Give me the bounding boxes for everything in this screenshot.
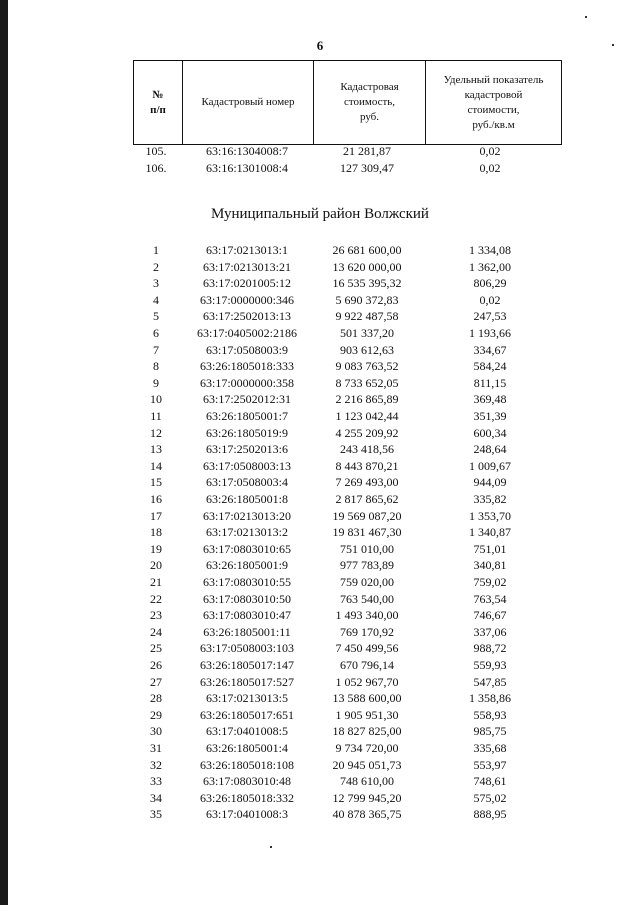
cadastral-number: 63:17:0213013:5: [205, 691, 288, 706]
cadastral-cost: 1 493 340,00: [335, 608, 399, 623]
cadastral-cost: 21 281,87: [343, 144, 391, 158]
table-row: [0, 524, 640, 540]
row-number: 12: [150, 425, 162, 440]
table-row: [0, 707, 640, 723]
table-row: [0, 308, 640, 324]
cadastral-cost: 2 216 865,89: [335, 392, 399, 407]
specific-indicator: 553,97: [473, 757, 507, 772]
row-number: 19: [150, 541, 162, 556]
cadastral-cost: 12 799 945,20: [332, 790, 402, 805]
cadastral-number: 63:26:1805001:8: [205, 492, 288, 506]
cadastral-number: 63:17:0000000:358: [199, 375, 294, 390]
cadastral-number: 63:17:0508003:4: [205, 475, 288, 490]
cadastral-number: 63:17:0401008:3: [205, 807, 288, 822]
row-number: 26: [150, 658, 162, 672]
row-number: 14: [150, 458, 162, 473]
specific-indicator: 1 009,67: [469, 458, 511, 473]
cadastral-number: 63:17:0803010:65: [202, 541, 291, 556]
row-number: 35: [150, 807, 162, 822]
header-cadastral-cost: Кадастровая стоимость, руб.: [314, 61, 426, 145]
cadastral-cost: 2 817 865,62: [335, 492, 399, 506]
cadastral-number: 63:17:0213013:21: [202, 259, 291, 274]
cadastral-cost: 1 123 042,44: [335, 409, 399, 423]
cadastral-cost: 18 827 825,00: [332, 724, 402, 739]
cadastral-number: 63:26:1805017:527: [199, 674, 294, 689]
cadastral-number: 63:17:2502013:13: [202, 309, 291, 324]
row-number: 29: [150, 707, 162, 722]
table-row: [0, 325, 640, 341]
row-number: 16: [150, 492, 162, 506]
specific-indicator: 759,02: [473, 575, 507, 589]
table-row: [0, 790, 640, 806]
header-number: № п/п: [134, 61, 183, 145]
cadastral-number: 63:26:1805017:147: [199, 658, 294, 672]
table-row: [0, 723, 640, 739]
specific-indicator: 558,93: [473, 707, 507, 722]
specific-indicator: 1 353,70: [469, 508, 511, 523]
table-row: [0, 674, 640, 690]
row-number: 13: [150, 442, 162, 457]
specific-indicator: 248,64: [473, 442, 507, 457]
cadastral-cost: 751 010,00: [340, 541, 394, 556]
cadastral-number: 63:26:1805001:4: [205, 741, 288, 755]
specific-indicator: 988,72: [473, 641, 507, 656]
cadastral-number: 63:17:0508003:13: [202, 458, 291, 473]
table-row: [0, 574, 640, 590]
header-specific-indicator: Удельный показатель кадастровой стоимости, руб./кв.м: [426, 61, 562, 145]
row-number: 8: [153, 359, 159, 374]
table-row: [0, 275, 640, 291]
cadastral-cost: 127 309,47: [340, 160, 394, 175]
table-row: [0, 757, 640, 773]
cadastral-cost: 40 878 365,75: [332, 807, 402, 822]
table-row: [0, 143, 640, 159]
cadastral-number: 63:16:1301008:4: [205, 160, 288, 175]
table-header: [133, 60, 562, 145]
row-number: 27: [150, 674, 162, 689]
cadastral-cost: 20 945 051,73: [332, 757, 402, 772]
row-number: 18: [150, 525, 162, 540]
specific-indicator: 985,75: [473, 724, 507, 739]
row-number: 34: [150, 790, 162, 805]
cadastral-number: 63:17:0803010:50: [202, 591, 291, 606]
table-row: [0, 557, 640, 573]
row-number: 1: [153, 243, 159, 257]
scan-speck: [585, 16, 587, 18]
scan-speck: [270, 846, 272, 848]
cadastral-cost: 13 588 600,00: [332, 691, 402, 706]
specific-indicator: 334,67: [473, 342, 507, 357]
table-row: [0, 242, 640, 258]
row-number: 31: [150, 741, 162, 755]
cadastral-cost: 5 690 372,83: [335, 292, 399, 307]
table-row: [0, 458, 640, 474]
cadastral-cost: 19 569 087,20: [332, 508, 402, 523]
cadastral-number: 63:17:0213013:1: [205, 243, 288, 257]
table-row: [0, 292, 640, 308]
cadastral-cost: 4 255 209,92: [335, 425, 399, 440]
specific-indicator: 1 362,00: [469, 259, 511, 274]
specific-indicator: 748,61: [473, 774, 507, 789]
row-number: 5: [153, 309, 159, 324]
cadastral-number: 63:17:0803010:48: [202, 774, 291, 789]
table-row: [0, 640, 640, 656]
row-number: 30: [150, 724, 162, 739]
cadastral-cost: 903 612,63: [340, 342, 394, 357]
row-number: 3: [153, 276, 159, 291]
cadastral-number: 63:26:1805001:11: [203, 624, 291, 639]
cadastral-number: 63:17:0213013:2: [205, 525, 288, 540]
specific-indicator: 351,39: [473, 409, 507, 423]
row-number: 4: [153, 292, 159, 307]
cadastral-number: 63:17:0508003:9: [205, 342, 288, 357]
cadastral-cost: 13 620 000,00: [332, 259, 402, 274]
cadastral-number: 63:17:0405002:2186: [196, 326, 297, 340]
specific-indicator: 335,82: [473, 492, 507, 506]
specific-indicator: 763,54: [473, 591, 507, 606]
row-number: 25: [150, 641, 162, 656]
cadastral-cost: 7 269 493,00: [335, 475, 399, 490]
cadastral-number: 63:26:1805018:333: [199, 359, 294, 374]
row-number: 24: [150, 624, 162, 639]
cadastral-number: 63:17:0401008:5: [205, 724, 288, 739]
cadastral-cost: 763 540,00: [340, 591, 394, 606]
cadastral-number: 63:17:0803010:47: [202, 608, 291, 623]
page-number: 6: [316, 38, 324, 53]
table-row: [0, 773, 640, 789]
cadastral-cost: 670 796,14: [340, 658, 394, 672]
specific-indicator: 1 340,87: [469, 525, 511, 540]
cadastral-cost: 9 922 487,58: [335, 309, 399, 324]
cadastral-number: 63:16:1304008:7: [205, 144, 288, 158]
row-number: 22: [150, 591, 162, 606]
cadastral-cost: 16 535 395,32: [332, 276, 402, 291]
specific-indicator: 600,34: [473, 425, 507, 440]
cadastral-cost: 769 170,92: [340, 624, 394, 639]
specific-indicator: 751,01: [473, 541, 507, 556]
table-row: [0, 690, 640, 706]
table-row: [0, 358, 640, 374]
table-row: [0, 391, 640, 407]
table-row: [0, 607, 640, 623]
specific-indicator: 0,02: [479, 160, 501, 175]
table-row: [0, 441, 640, 457]
cadastral-number: 63:26:1805001:7: [205, 409, 288, 423]
cadastral-cost: 26 681 600,00: [332, 243, 402, 257]
row-number: 32: [150, 757, 162, 772]
specific-indicator: 888,95: [473, 807, 507, 822]
row-number: 28: [150, 691, 162, 706]
cadastral-cost: 9 734 720,00: [335, 741, 399, 755]
row-number: 21: [150, 575, 162, 589]
cadastral-cost: 501 337,20: [340, 326, 394, 340]
table-row: [0, 657, 640, 673]
cadastral-cost: 759 020,00: [340, 575, 394, 589]
specific-indicator: 340,81: [473, 558, 507, 573]
row-number: 9: [153, 375, 159, 390]
row-number: 15: [150, 475, 162, 490]
cadastral-cost: 19 831 467,30: [332, 525, 402, 540]
specific-indicator: 575,02: [473, 790, 507, 805]
section-title: Муниципальный район Волжский: [211, 206, 429, 222]
specific-indicator: 335,68: [473, 741, 507, 755]
cadastral-number: 63:26:1805018:332: [199, 790, 294, 805]
cadastral-cost: 1 052 967,70: [335, 674, 399, 689]
table-row: [0, 806, 640, 822]
specific-indicator: 806,29: [473, 276, 507, 291]
table-row: [0, 541, 640, 557]
row-number: 20: [150, 558, 162, 573]
cadastral-number: 63:17:0508003:103: [199, 641, 294, 656]
specific-indicator: 944,09: [473, 475, 507, 490]
table-row: [0, 591, 640, 607]
specific-indicator: 559,93: [473, 658, 507, 672]
cadastral-cost: 8 443 870,21: [335, 458, 399, 473]
table-row: [0, 375, 640, 391]
cadastral-number: 63:17:0000000:346: [199, 292, 294, 307]
row-number: 2: [153, 259, 159, 274]
row-number: 33: [150, 774, 162, 789]
specific-indicator: 0,02: [479, 292, 501, 307]
row-number: 7: [153, 342, 159, 357]
row-number: 17: [150, 508, 162, 523]
cadastral-cost: 748 610,00: [340, 774, 394, 789]
header-cadastral-number: Кадастровый номер: [183, 61, 314, 145]
specific-indicator: 547,85: [473, 674, 507, 689]
table-row: [0, 160, 640, 176]
cadastral-cost: 9 083 763,52: [335, 359, 399, 374]
table-row: [0, 259, 640, 275]
specific-indicator: 1 193,66: [469, 326, 511, 340]
row-number: 10: [150, 392, 162, 407]
cadastral-number: 63:26:1805018:108: [199, 757, 294, 772]
table-row: [0, 425, 640, 441]
cadastral-number: 63:17:0201005:12: [202, 276, 291, 291]
row-number: 6: [153, 326, 159, 340]
table-row: [0, 408, 640, 424]
specific-indicator: 1 358,86: [469, 691, 511, 706]
cadastral-number: 63:17:0803010:55: [202, 575, 291, 589]
cadastral-number: 63:26:1805019:9: [205, 425, 288, 440]
cadastral-cost: 7 450 499,56: [335, 641, 399, 656]
cadastral-number: 63:26:1805001:9: [205, 558, 288, 573]
table-row: [0, 508, 640, 524]
row-number: 11: [150, 409, 162, 423]
cadastral-number: 63:17:0213013:20: [202, 508, 291, 523]
cadastral-number: 63:26:1805017:651: [199, 707, 294, 722]
specific-indicator: 0,02: [479, 144, 501, 158]
row-number: 23: [150, 608, 162, 623]
table-row: [0, 342, 640, 358]
cadastral-number: 63:17:2502012:31: [202, 392, 291, 407]
specific-indicator: 746,67: [473, 608, 507, 623]
specific-indicator: 247,53: [473, 309, 507, 324]
specific-indicator: 369,48: [473, 392, 507, 407]
row-number: 106.: [145, 160, 167, 175]
table-row: [0, 491, 640, 507]
cadastral-cost: 977 783,89: [340, 558, 394, 573]
row-number: 105.: [145, 144, 167, 158]
specific-indicator: 811,15: [473, 375, 507, 390]
table-row: [0, 624, 640, 640]
table-row: [0, 740, 640, 756]
specific-indicator: 584,24: [473, 359, 507, 374]
cadastral-cost: 243 418,56: [340, 442, 394, 457]
cadastral-cost: 8 733 652,05: [335, 375, 399, 390]
specific-indicator: 337,06: [473, 624, 507, 639]
specific-indicator: 1 334,08: [469, 243, 511, 257]
cadastral-number: 63:17:2502013:6: [205, 442, 288, 457]
table-row: [0, 474, 640, 490]
cadastral-cost: 1 905 951,30: [335, 707, 399, 722]
